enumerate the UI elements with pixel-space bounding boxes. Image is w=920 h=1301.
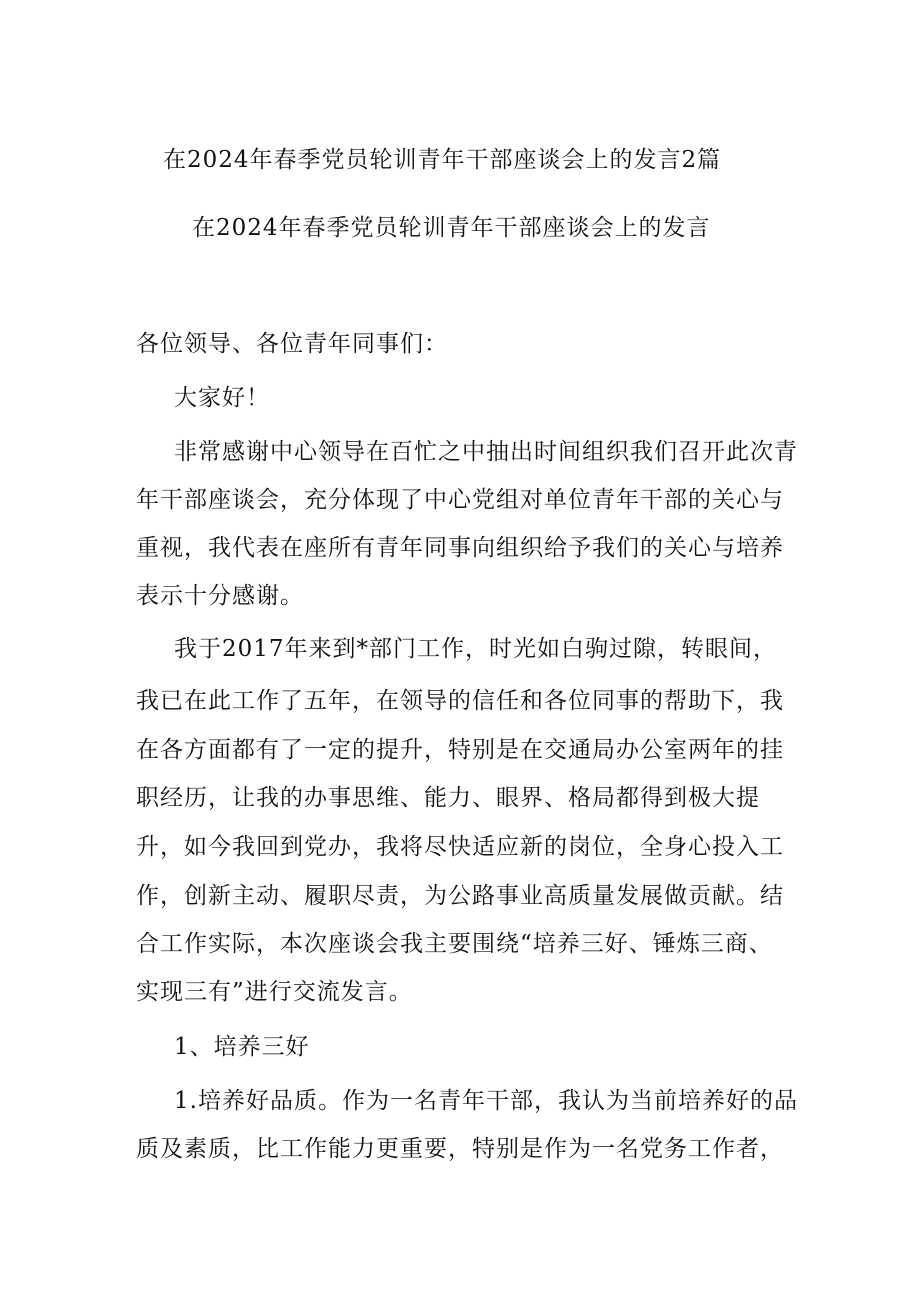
paragraph-2-line-2: 我已在此工作了五年，在领导的信任和各位同事的帮助下，我 <box>136 688 784 714</box>
paragraph-1-line-4: 表示十分感谢。 <box>136 583 304 609</box>
paragraph-1-line-1: 非常感谢中心领导在百忙之中抽出时间组织我们召开此次青 <box>174 439 798 465</box>
salutation: 各位领导、各位青年同事们： <box>136 331 448 357</box>
paragraph-1-line-3: 重视，我代表在座所有青年同事向组织给予我们的关心与培养 <box>136 535 784 561</box>
section-heading-1: 1、培养三好 <box>174 1034 310 1060</box>
paragraph-2-line-5: 升，如今我回到党办，我将尽快适应新的岗位，全身心投入工 <box>136 834 784 860</box>
paragraph-2-line-3: 在各方面都有了一定的提升，特别是在交通局办公室两年的挂 <box>136 737 784 763</box>
paragraph-2-line-8: 实现三有”进行交流发言。 <box>136 979 413 1005</box>
greeting: 大家好！ <box>174 385 270 411</box>
document-title: 在2024年春季党员轮训青年干部座谈会上的发言2篇 <box>163 147 722 173</box>
paragraph-2-line-4: 职经历，让我的办事思维、能力、眼界、格局都得到极大提 <box>136 785 760 811</box>
paragraph-2-line-1: 我于2017年来到*部门工作，时光如白驹过隙，转眼间， <box>174 636 778 662</box>
paragraph-3-line-1: 1.培养好品质。作为一名青年干部，我认为当前培养好的品 <box>174 1088 798 1114</box>
document-subtitle: 在2024年春季党员轮训青年干部座谈会上的发言 <box>192 215 711 241</box>
paragraph-2-line-7: 合工作实际，本次座谈会我主要围绕“培养三好、锤炼三商、 <box>136 931 773 957</box>
paragraph-2-line-6: 作，创新主动、履职尽责，为公路事业高质量发展做贡献。结 <box>136 883 784 909</box>
paragraph-3-line-2: 质及素质，比工作能力更重要，特别是作为一名党务工作者， <box>136 1136 784 1162</box>
paragraph-1-line-2: 年干部座谈会，充分体现了中心党组对单位青年干部的关心与 <box>136 487 784 513</box>
